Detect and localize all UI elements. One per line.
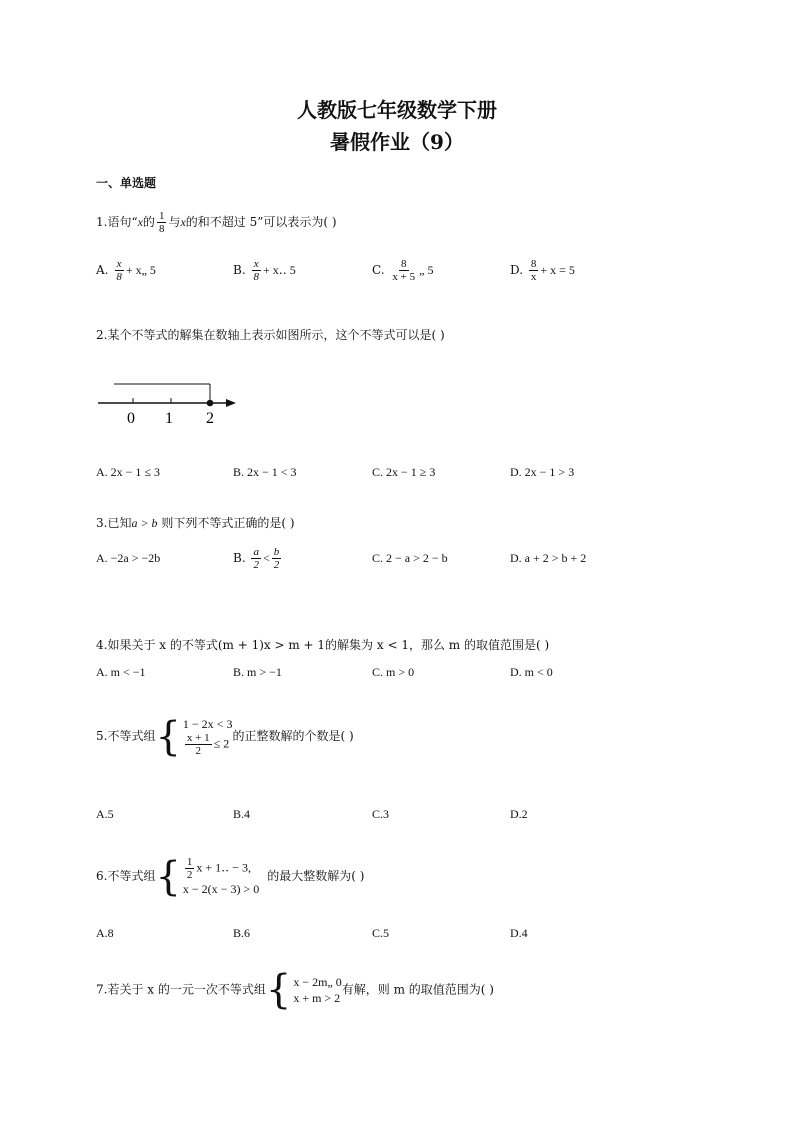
q1-a-den: 8	[116, 271, 122, 283]
q6-option-c[interactable]: C.5	[372, 926, 390, 940]
q4-option-d[interactable]: D. m < 0	[510, 665, 553, 679]
q1-b-frac	[251, 258, 261, 283]
question-2: 2.某个不等式的解集在数轴上表示如图所示，这个不等式可以是( )	[96, 328, 445, 342]
q3-option-b[interactable]	[233, 546, 283, 571]
question-1	[96, 210, 337, 235]
q5-system	[155, 713, 233, 760]
question-6	[96, 853, 365, 900]
q3-b-frac1	[251, 546, 261, 571]
q5-row2-frac	[185, 732, 212, 757]
q6-prefix: 6.不等式组	[96, 869, 156, 883]
q1-c-den: x + 5	[392, 271, 416, 283]
q7-rows	[293, 974, 341, 1006]
q1-fraction	[157, 210, 167, 235]
q5-row1: 1 − 2x < 3	[182, 717, 233, 731]
axis-arrow	[226, 399, 236, 407]
tick-label-1: 1	[165, 410, 173, 427]
section-heading: 一、单选题	[96, 176, 157, 190]
q1-d-num: 8	[530, 258, 537, 270]
q1-a-tail: + x„ 5	[125, 263, 156, 277]
q6-option-a[interactable]: A.8	[96, 926, 114, 940]
q3-option-a[interactable]: A. −2a > −2b	[96, 551, 161, 565]
q3-b-num2: b	[273, 546, 280, 558]
q5-prefix: 5.不等式组	[96, 729, 156, 743]
q6-option-d[interactable]: D.4	[510, 926, 528, 940]
q2-option-a[interactable]: A. 2x − 1 ≤ 3	[96, 465, 161, 479]
q1-c-frac	[390, 258, 417, 283]
q1-c-tail: „ 5	[419, 263, 434, 277]
endpoint-dot	[207, 400, 214, 407]
q5-rows	[183, 716, 233, 757]
q7-brace: {	[265, 967, 292, 1013]
tick-label-0: 0	[127, 410, 135, 427]
q5-option-a[interactable]: A.5	[96, 807, 114, 821]
q2-option-b[interactable]: B. 2x − 1 < 3	[233, 465, 297, 479]
q3-option-c[interactable]: C. 2 − a > 2 − b	[372, 551, 448, 565]
question-4: 4.如果关于 x 的不等式(m + 1)x > m + 1的解集为 x < 1，那么 m 的取值范围是( )	[96, 638, 550, 652]
question-3	[96, 514, 295, 531]
question-7	[96, 967, 494, 1013]
q6-option-b[interactable]: B.6	[233, 926, 251, 940]
q1-d-letter: D.	[510, 263, 524, 277]
q6-system	[155, 853, 260, 900]
q3-option-d[interactable]: D. a + 2 > b + 2	[510, 551, 587, 565]
q3-b-frac2	[272, 546, 282, 571]
q1-b-letter: B.	[233, 263, 246, 277]
q3-b-num1: a	[253, 546, 259, 558]
q6-brace: {	[155, 853, 181, 900]
q5-row2-den: 2	[195, 745, 202, 757]
q1-c-letter: C.	[372, 263, 385, 277]
doc-subtitle: 暑假作业（9）	[330, 130, 464, 154]
q1-var2: x	[180, 215, 186, 229]
q5-option-d[interactable]: D.2	[510, 807, 528, 821]
q6-row1-den: 2	[186, 869, 193, 881]
q3-b-den1: 2	[253, 559, 259, 571]
q1-var: x	[137, 215, 143, 229]
q7-row2: x + m > 2	[293, 991, 341, 1005]
q6-row1-tail: x + 1‥ − 3,	[196, 860, 251, 875]
q1-c-num: 8	[401, 258, 407, 270]
q1-frac-den: 8	[158, 223, 165, 235]
q6-row2: x − 2(x − 3) > 0	[182, 882, 260, 896]
q7-suffix: 有解，则 m 的取值范围为( )	[341, 982, 494, 997]
q1-d-tail: + x = 5	[540, 263, 575, 277]
q4-option-c[interactable]: C. m > 0	[372, 665, 415, 679]
q3-b-den2: 2	[273, 559, 280, 571]
q1-frac-num: 1	[158, 210, 165, 222]
q1-b-num: x	[253, 258, 259, 270]
q5-row2-num: x + 1	[186, 732, 210, 744]
q1-option-c[interactable]	[372, 258, 433, 283]
q4-option-b[interactable]: B. m > −1	[233, 665, 282, 679]
q7-system	[265, 967, 342, 1013]
q1-d-den: x	[530, 271, 537, 283]
q1-b-den: 8	[253, 271, 259, 283]
q1-mid3: 的和不超过 5”可以表示为( )	[185, 215, 337, 229]
q1-option-d[interactable]	[510, 258, 575, 283]
q6-rows	[183, 856, 259, 897]
q1-b-tail: + x‥ 5	[262, 263, 296, 277]
q5-option-c[interactable]: C.3	[372, 807, 390, 821]
q5-row2	[183, 732, 233, 757]
q6-row1	[183, 856, 259, 881]
q1-option-a[interactable]	[96, 258, 156, 283]
q3-b-op: <	[262, 551, 270, 565]
q6-row1-frac	[185, 856, 195, 881]
q1-a-num: x	[116, 258, 122, 270]
q1-a-letter: A.	[96, 263, 109, 277]
q1-mid1: 的	[142, 215, 155, 229]
q5-row2-tail: ≤ 2	[213, 736, 230, 751]
q2-option-c[interactable]: C. 2x − 1 ≥ 3	[372, 465, 436, 479]
number-line-figure	[96, 374, 246, 430]
q5-brace: {	[155, 713, 181, 760]
q1-prefix: 1.语句“	[96, 215, 138, 229]
q1-d-frac	[529, 258, 539, 283]
doc-title: 人教版七年级数学下册	[297, 98, 497, 122]
q3-condition: a > b	[131, 516, 158, 530]
q7-prefix: 7.若关于 x 的一元一次不等式组	[96, 982, 266, 997]
q3-b-letter: B.	[233, 551, 246, 565]
q1-mid2: 与	[168, 215, 181, 229]
q3-suffix: 则下列不等式正确的是( )	[157, 516, 295, 530]
q1-a-frac	[114, 258, 124, 283]
tick-label-2: 2	[206, 410, 214, 427]
q5-suffix: 的正整数解的个数是( )	[232, 729, 354, 743]
q1-option-b[interactable]	[233, 258, 296, 283]
q7-row1: x − 2m„ 0	[293, 975, 342, 989]
q3-prefix: 3.已知	[96, 516, 132, 530]
q6-suffix: 的最大整数解为( )	[267, 869, 365, 883]
q6-row1-num: 1	[186, 856, 193, 868]
q2-option-d[interactable]: D. 2x − 1 > 3	[510, 465, 575, 479]
question-5	[96, 713, 354, 760]
q5-option-b[interactable]: B.4	[233, 807, 251, 821]
q4-option-a[interactable]: A. m < −1	[96, 665, 146, 679]
